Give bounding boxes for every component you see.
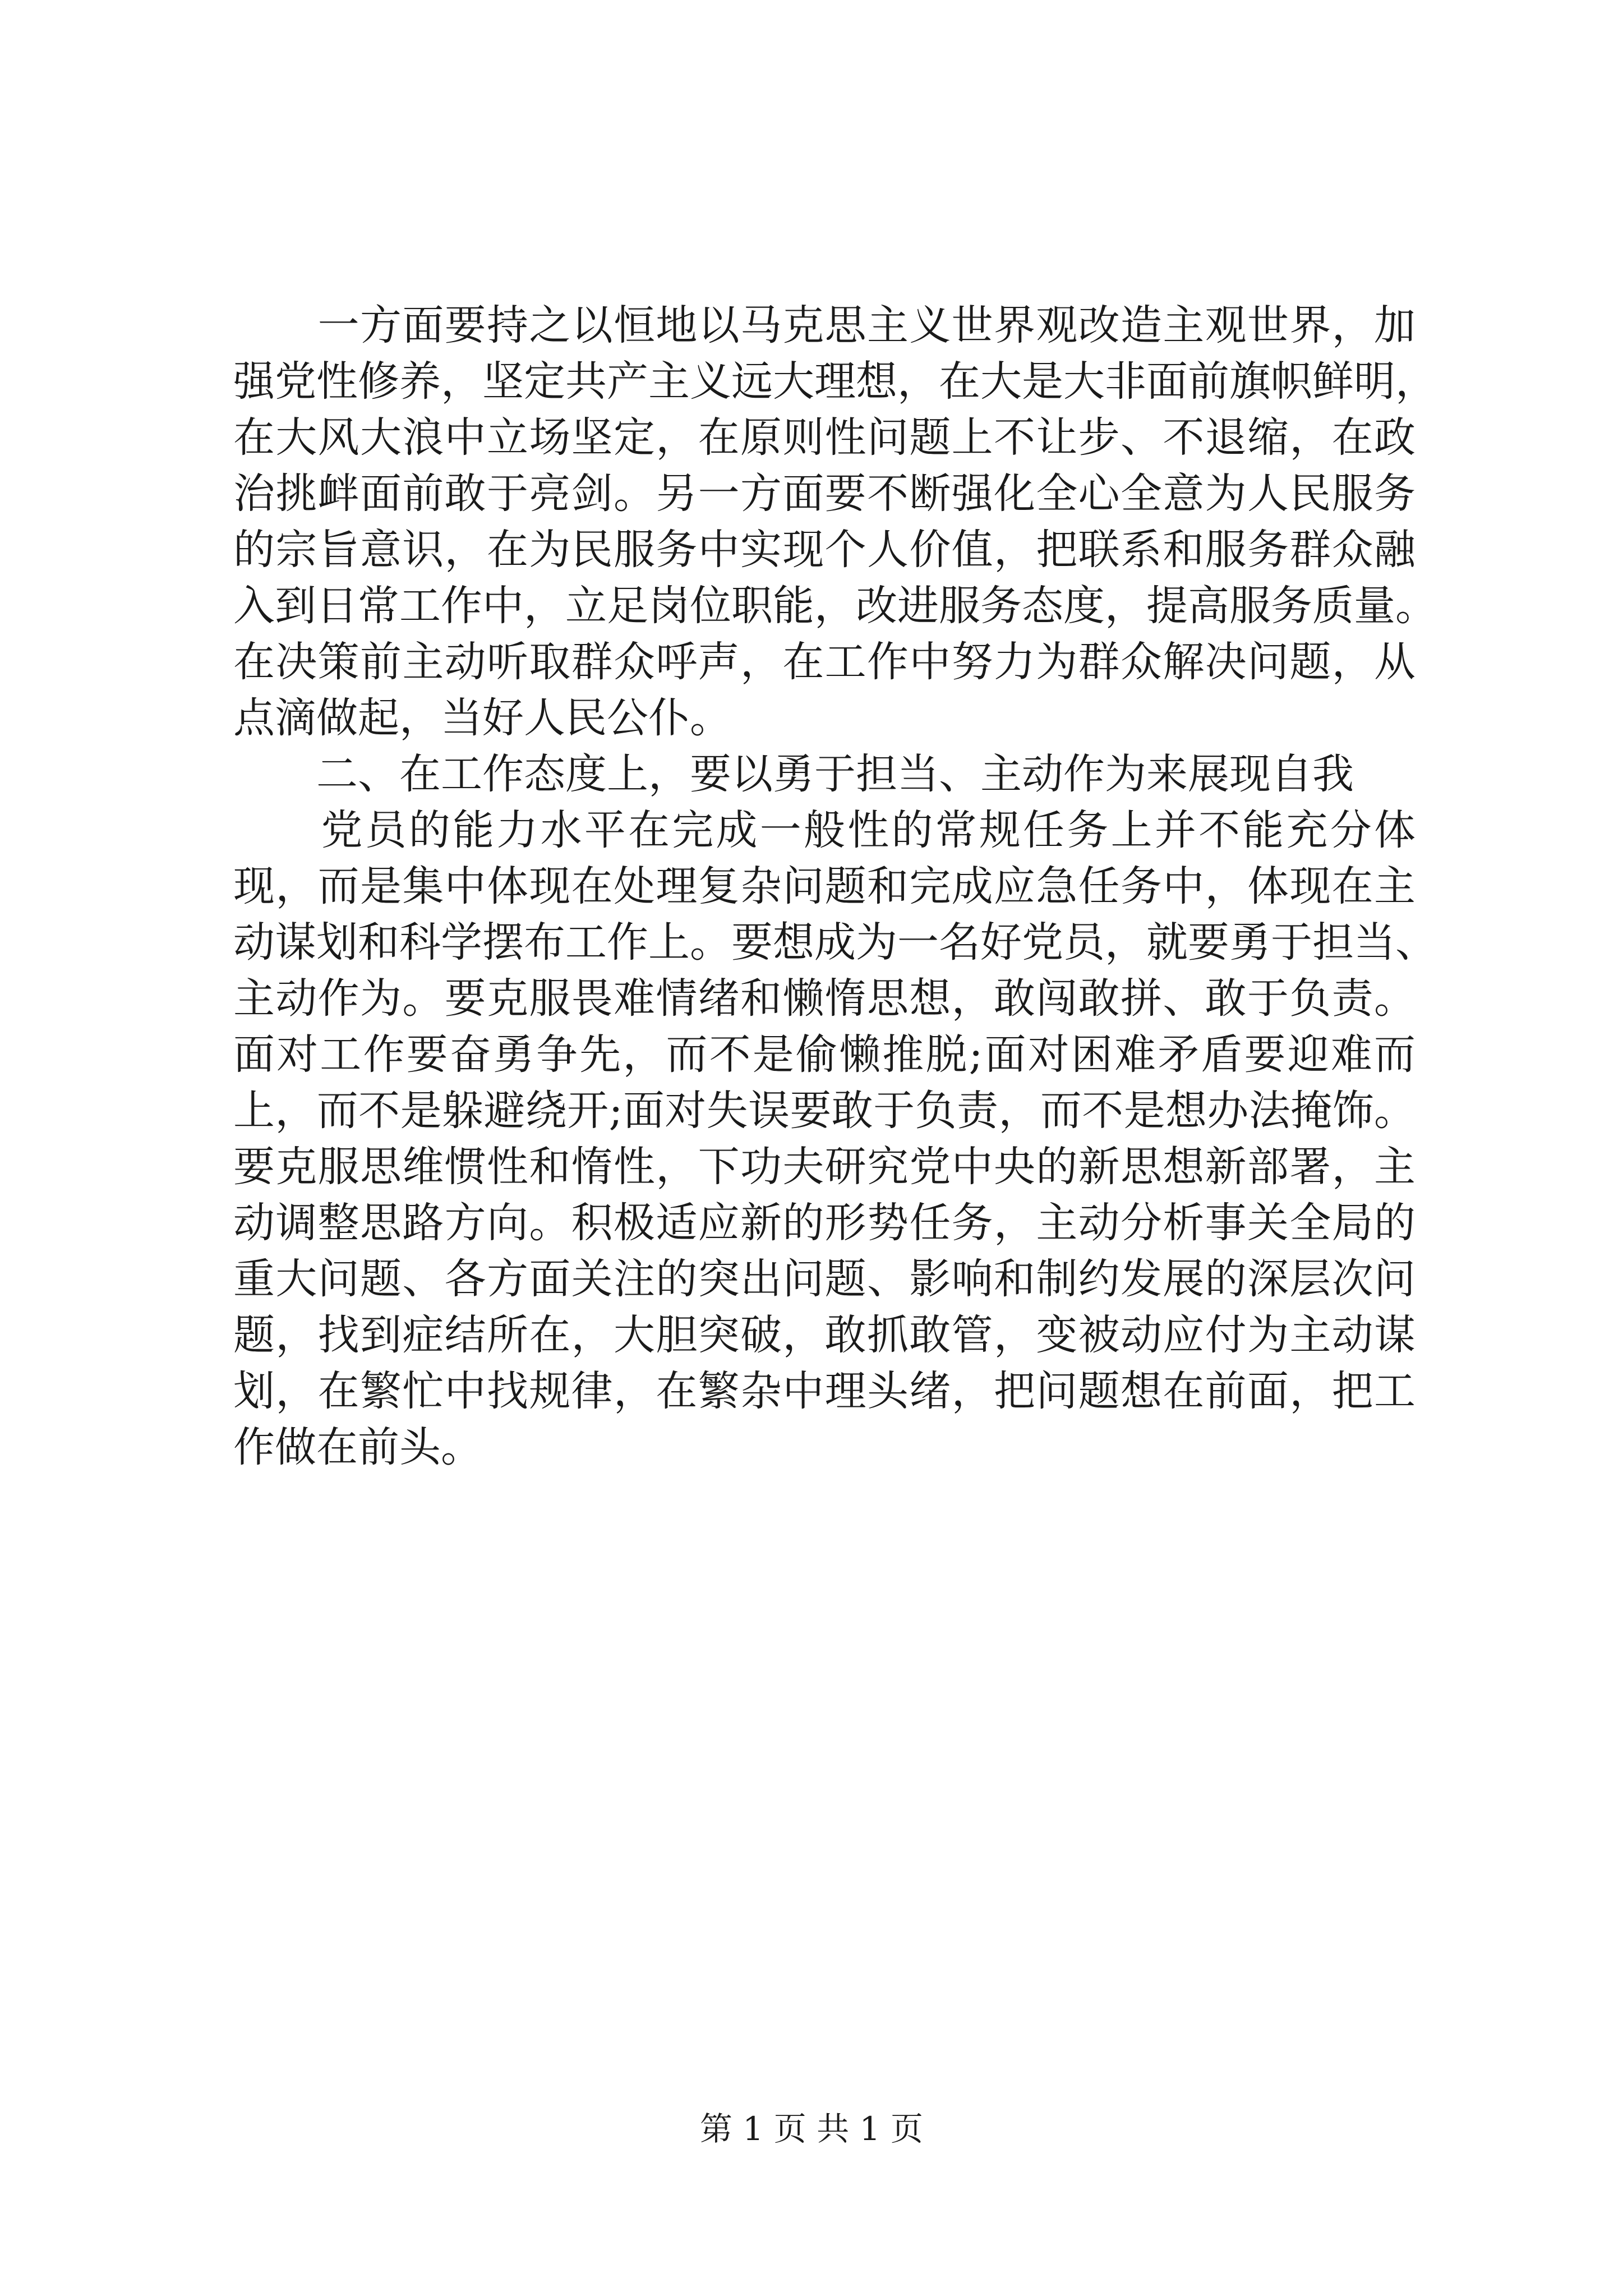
- text-line: 现，而是集中体现在处理复杂问题和完成应急任务中，体现在主: [233, 862, 1415, 910]
- text-line: 在决策前主动听取群众呼声，在工作中努力为群众解决问题，从: [233, 638, 1415, 686]
- text-line: 面对工作要奋勇争先，而不是偷懒推脱;面对困难矛盾要迎难而: [233, 1030, 1415, 1079]
- text-line: 的宗旨意识，在为民服务中实现个人价值，把联系和服务群众融: [233, 526, 1415, 574]
- text-line: 在大风大浪中立场坚定，在原则性问题上不让步、不退缩，在政: [233, 413, 1415, 462]
- text-line: 治挑衅面前敢于亮剑。另一方面要不断强化全心全意为人民服务: [233, 470, 1415, 518]
- text-line: 上，而不是躲避绕开;面对失误要敢于负责，而不是想办法掩饰。: [233, 1087, 1415, 1135]
- document-body: [233, 297, 1437, 1475]
- text-line: 划，在繁忙中找规律，在繁杂中理头绪，把问题想在前面，把工: [233, 1367, 1415, 1415]
- text-line: 主动作为。要克服畏难情绪和懒惰思想，敢闯敢拼、敢于负责。: [233, 974, 1415, 1023]
- text-line: 一方面要持之以恒地以马克思主义世界观改造主观世界，加: [233, 301, 1415, 349]
- text-line: 作做在前头。: [233, 1423, 482, 1471]
- section-heading: 二、在工作态度上，要以勇于担当、主动作为来展现自我: [233, 750, 1354, 798]
- text-line: 动谋划和科学摆布工作上。要想成为一名好党员，就要勇于担当、: [233, 918, 1437, 967]
- text-line: 重大问题、各方面关注的突出问题、影响和制约发展的深层次问: [233, 1255, 1415, 1303]
- text-line: 点滴做起，当好人民公仆。: [233, 694, 731, 742]
- text-line: 入到日常工作中，立足岗位职能，改进服务态度，提高服务质量。: [233, 582, 1437, 630]
- text-line: 要克服思维惯性和惰性，下功夫研究党中央的新思想新部署，主: [233, 1143, 1415, 1191]
- page-footer: 第 1 页 共 1 页: [700, 2110, 923, 2148]
- text-line: 题，找到症结所在，大胆突破，敢抓敢管，变被动应付为主动谋: [233, 1311, 1415, 1359]
- text-line: 强党性修养，坚定共产主义远大理想，在大是大非面前旗帜鲜明，: [233, 357, 1437, 406]
- text-line: 党员的能力水平在完成一般性的常规任务上并不能充分体: [233, 806, 1415, 854]
- text-line: 动调整思路方向。积极适应新的形势任务，主动分析事关全局的: [233, 1199, 1415, 1247]
